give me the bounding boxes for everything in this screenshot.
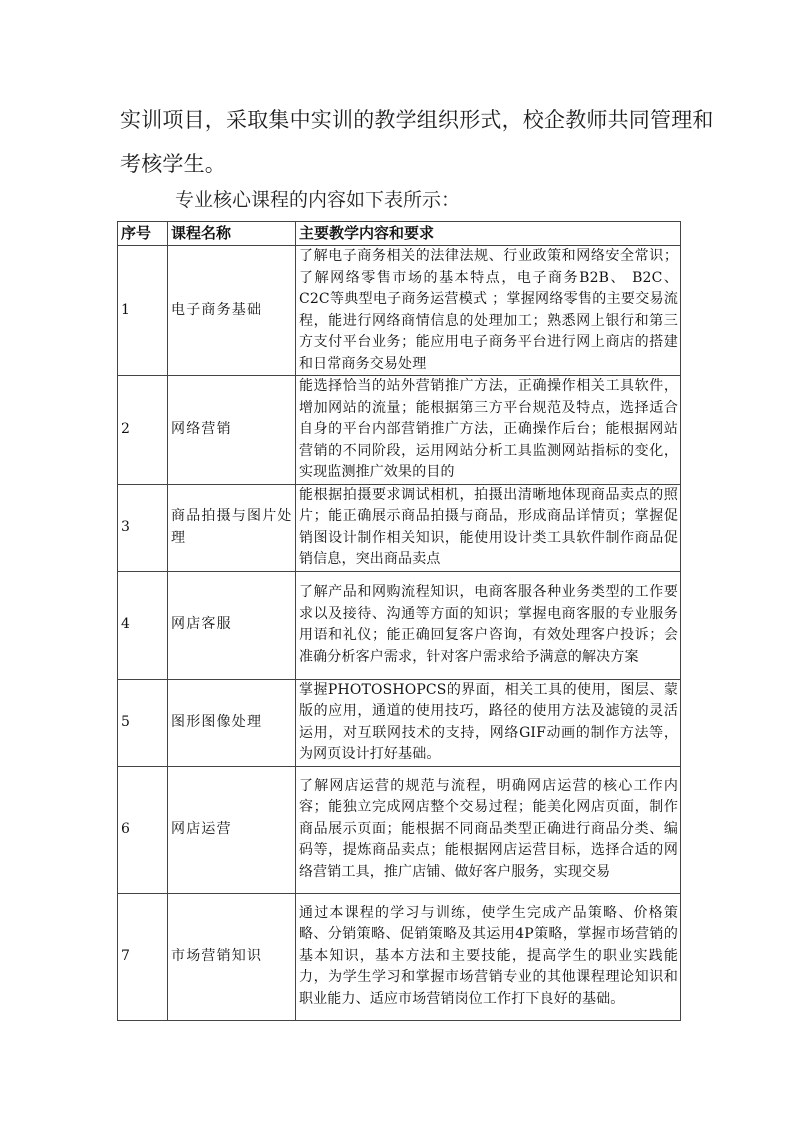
table-row: [118, 484, 681, 571]
table-caption: 专业核心课程的内容如下表所示：: [175, 189, 461, 211]
row-number: 7: [118, 893, 168, 1020]
row-number: 2: [118, 376, 168, 485]
table-row: [118, 246, 681, 376]
course-content: 了解网店运营的规范与流程，明确网店运营的核心工作内容；能独立完成网店整个交易过程；能美化网店页面，制作商品展示页面；能根据不同商品类型正确进行商品分类、编码等，提炼商品卖点；能根据网店运营目标，选择合适的网络营销工具，推广店铺、做好客户服务，实现交易: [296, 766, 681, 893]
row-number: 4: [118, 571, 168, 679]
row-number: 1: [118, 246, 168, 376]
course-name: 市场营销知识: [168, 893, 296, 1020]
header-course-content: 主要教学内容和要求: [296, 222, 681, 246]
intro-paragraph-line-2: 考核学生。: [120, 152, 226, 176]
course-name: 电子商务基础: [168, 246, 296, 376]
intro-paragraph-line-1: 实训项目，采取集中实训的教学组织形式，校企教师共同管理和: [120, 108, 714, 132]
row-number: 5: [118, 679, 168, 766]
table-row: [118, 679, 681, 766]
course-content: 通过本课程的学习与训练，使学生完成产品策略、价格策略、分销策略、促销策略及其运用4P策略，掌握市场营销的基本知识，基本方法和主要技能，提高学生的职业实践能力，为学生学习和掌握市场营销专业的其他课程理论知识和职业能力、适应市场营销岗位工作打下良好的基础。: [296, 893, 681, 1020]
row-number: 3: [118, 484, 168, 571]
table-row: [118, 766, 681, 893]
course-name: 网店客服: [168, 571, 296, 679]
course-name: 图形图像处理: [168, 679, 296, 766]
course-name: 网店运营: [168, 766, 296, 893]
row-number: 6: [118, 766, 168, 893]
course-name: 网络营销: [168, 376, 296, 485]
table-row: [118, 376, 681, 485]
core-course-table: [117, 221, 681, 1021]
course-name: 商品拍摄与图片处理: [168, 484, 296, 571]
header-course-name: 课程名称: [168, 222, 296, 246]
table-header-row: [118, 222, 681, 246]
course-content: 了解电子商务相关的法律法规、行业政策和网络安全常识；了解网络零售市场的基本特点，电子商务B2B、 B2C、 C2C等典型电子商务运营模式 ；掌握网络零售的主要交易流程，能进行网络商情信息的处理加工；熟悉网上银行和第三方支付平台业务；能应用电子商务平台进行网上商店的搭建和日常商务交易处理: [296, 246, 681, 376]
course-content: 能选择恰当的站外营销推广方法，正确操作相关工具软件，增加网站的流量；能根据第三方平台规范及特点，选择适合自身的平台内部营销推广方法，正确操作后台；能根据网站营销的不同阶段，运用网站分析工具监测网站指标的变化，实现监测推广效果的目的: [296, 376, 681, 485]
table-row: [118, 893, 681, 1020]
course-content: 能根据拍摄要求调试相机，拍摄出清晰地体现商品卖点的照片；能正确展示商品拍摄与商品，形成商品详情页；掌握促销图设计制作相关知识，能使用设计类工具软件制作商品促销信息，突出商品卖点: [296, 484, 681, 571]
table-row: [118, 571, 681, 679]
header-serial-number: 序号: [118, 222, 168, 246]
course-content: 掌握PHOTOSHOPCS的界面，相关工具的使用，图层、蒙版的应用，通道的使用技巧，路径的使用方法及滤镜的灵活运用，对互联网技术的支持，网络GIF动画的制作方法等，为网页设计打好基础。: [296, 679, 681, 766]
course-content: 了解产品和网购流程知识，电商客服各种业务类型的工作要求以及接待、沟通等方面的知识；掌握电商客服的专业服务用语和礼仪；能正确回复客户咨询，有效处理客户投诉；会准确分析客户需求，针对客户需求给予满意的解决方案: [296, 571, 681, 679]
